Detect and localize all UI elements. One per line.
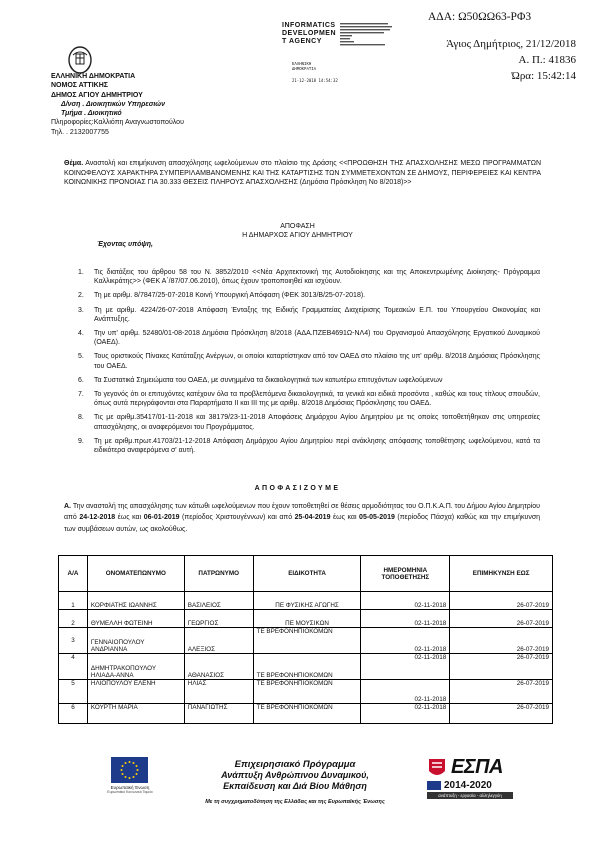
col-header-specialty: ΕΙΔΙΚΟΤΗΤΑ [253,556,361,592]
greek-emblem [64,43,96,75]
stamp-line-3: 21-12-2018 14:54:32 [292,78,338,84]
ida-logo [282,22,336,46]
emblem-icon [64,43,96,75]
col-header-father: ΠΑΤΡΩΝΥΜΟ [184,556,253,592]
subject-paragraph [64,159,541,188]
eu-logo [101,757,159,794]
list-item: 5. Τους οριστικούς Πίνακες Κατάταξης Ανέργων, οι οποίοι καταρτίστηκαν από τον ΟΑΕΔ στο πλαίσιο της υπ' αριθμ. 8/2018 Δημόσιας Πρόσκλησης του ΟΑΕΔ. [78,353,540,370]
table-row: 2 ΘΥΜΕΛΛΗ ΦΩΤΕΙΝΗ ΓΕΩΡΓΙΟΣ ΠΕ ΜΟΥΣΙΚΩΝ 02-11-2018 26-07-2019 [59,610,553,628]
logo-fineprint [340,22,410,55]
table-row: 1 ΚΟΡΦΙΑΤΗΣ ΙΩΑΝΝΗΣ ΒΑΣΙΛΕΙΟΣ ΠΕ ΦΥΣΙΚΗΣ ΑΓΩΓΗΣ 02-11-2018 26-07-2019 [59,592,553,610]
eu-name: Ευρωπαϊκή Ένωση [110,785,150,790]
cofunding-note: Με τη συγχρηματοδότηση της Ελλάδας και της Ευρωπαϊκής Ένωσης [205,799,385,805]
operational-program [175,760,415,791]
table-row: 6 ΚΟΥΡΤΗ ΜΑΡΙΑ ΠΑΝΑΓΙΩΤΗΣ ΤΕ ΒΡΕΦΟΝΗΠΙΟΚΟΜΩΝ 02-11-2018 26-07-2019 [59,704,553,724]
list-item: 3. Τη με αριθμ. 4224/26-07-2018 Απόφαση Ένταξης της Ειδικής Γραμματείας Διαχείρισης Τομεακών Ε.Π. του Υπουργείου Οικονομίας και Ανάπτυξης. [78,306,540,323]
having-considered: Έχοντας υπόψη, [97,241,153,248]
list-item: 8. Τις με αριθμ.35417/01-11-2018 και 38179/23-11-2018 Αποφάσεις Δημάρχου Αγίου Δημητρίου με τις οποίες τοποθετήθηκαν στις υπηρεσίες απασχόλησης, οι αναφερόμενοι του Προγράμματος. [78,414,540,431]
list-item: 2. Τη με αριθμ. 8/7847/25-07-2018 Κοινή Υπουργική Απόφαση (ΦΕΚ 3013/Β/25-07-2018). [78,292,366,300]
protocol-number: Α. Π.: 41836 [518,54,576,66]
issuer-republic: ΕΛΛΗΝΙΚΗ ΔΗΜΟΚΡΑΤΙΑ [51,73,136,80]
logo-word-1: INFORMATICS [282,22,336,29]
program-line-3: Εκπαίδευση και Διά Βίου Μάθηση [223,780,367,791]
eu-flag-icon [111,757,148,783]
date-protocol-block [416,36,576,84]
list-item: 1. Τις διατάξεις του άρθρου 58 του Ν. 3852/2010 <<Νέα Αρχιτεκτονική της Αυτοδιοίκησης και της Αποκεντρωμένης Διοίκησης- Πρόγραμμα Καλλικράτης>> (ΦΕΚ Α΄/87/07.06.2010), όπως έχουν τροποποιηθεί και ισχύουν. [78,269,540,286]
decision-title: ΑΠΟΦΑΣΗ [280,223,315,230]
logo-word-2: DEVELOPMEN [282,30,337,37]
issuer-directorate: Δ/νση . Διοικητικών Υπηρεσιών [61,100,166,108]
decide-heading: ΑΠΟΦΑΣΙΖΟΥΜΕ [254,485,341,492]
list-item: 6. Τα Συστατικά Σημειώματα του ΟΑΕΔ, με συνημμένα τα δικαιολογητικά των κατωτέρω επιτυχόντων ωφελούμενων [78,376,443,384]
col-header-extension: ΕΠΙΜΗΚΥΝΣΗ ΕΩΣ [450,556,553,592]
decide-label: Α. [64,503,71,510]
program-line-1: Επιχειρησιακό Πρόγραμμα [234,759,356,770]
issuer-contact: Πληροφορίες:Καλλιόπη Αναγνωστοπούλου [51,119,184,127]
decision-subtitle: Η ΔΗΜΑΡΧΟΣ ΑΓΙΟΥ ΔΗΜΗΤΡΙΟΥ [242,232,353,240]
espa-logo [427,756,527,812]
espa-emblem-icon [427,757,447,779]
table-row: 4 ΔΗΜΗΤΡΑΚΟΠΟΥΛΟΥ ΗΛΙΑΔΑ-ΑΝΝΑ ΑΘΑΝΑΣΙΟΣ ΤΕ ΒΡΕΦΟΝΗΠΙΟΚΟΜΩΝ 02-11-2018 26-07-2019 [59,654,553,680]
list-item: 7. Το γεγονός ότι οι επιτυχόντες κατέχουν όλα τα προβλεπόμενα δικαιολογητικά, τα γενικά και ειδικά προσόντα , καθώς και τους τίτλους σπουδών, όπως αυτά περιγράφονται στα Παραρτήματα ΙΙ και ΙΙΙ της με αριθμ. 8/2018 Δημόσιας Πρόσκλησης του ΟΑΕΔ. [78,391,540,408]
issuer-block [51,72,271,137]
decide-paragraph: Α. Την αναστολή της απασχόλησης των κάτωθι ωφελούμενων που έχουν τοποθετηθεί σε θέσεις αρμοδιότητας του Ο.Π.Κ.Α.Π. του Δήμου Αγίου Δημητρίου από 24-12-2018 έως και 06-01-2019 (περίοδος Χριστουγέννων) και από 25-04-2019 έως και 05-05-2019 (περίοδος Πάσχα) καθώς και την επιμήκυνση των συμβάσεων αυτών, ως ακολούθως. [64,503,541,533]
list-item: 4. Την υπ' αριθμ. 52480/01-08-2018 Δημόσια Πρόσκληση 8/2018 (ΑΔΑ.ΠΖΕΒ4691Ω-ΝΛ4) του Οργανισμού Απασχόλησης Εργατικού Δυναμικού (ΟΑΕΔ). [78,330,540,347]
subject-text: Αναστολή και επιμήκυνση απασχόλησης ωφελούμενων στο πλαίσιο της Δράσης <<ΠΡΟΩΘΗΣΗ ΤΗΣ ΑΠΑΣΧΟΛΗΣΗΣ ΜΕΣΩ ΠΡΟΓΡΑΜΜΑΤΩΝ ΚΟΙΝΩΦΕΛΟΥΣ ΧΑΡΑΚΤΗΡΑ ΣΥΜΠΕΡΙΛΑΜΒΑΝΟΜΕΝΗΣ ΚΑΙ ΤΗΣ ΚΑΤΑΡΤΙΣΗΣ ΤΩΝ ΣΥΜΜΕΤΕΧΟΝΤΩΝ ΣΕ ΔΗΜΟΥΣ, ΠΕΡΙΦΕΡΕΙΕΣ ΚΑΙ ΚΕΝΤΡΑ ΚΟΙΝΩΝΙΚΗΣ ΠΡΟΝΟΙΑΣ ΓΙΑ 30.333 ΘΕΣΕΙΣ ΠΛΗΡΟΥΣ ΑΠΑΣΧΟΛΗΣΗΣ (Δημόσια Πρόσκληση Νο 8/2018)>> [64,160,542,186]
issuer-prefecture: ΝΟΜΟΣ ΑΤΤΙΚΗΣ [51,82,108,90]
ada-code: ΑΔΑ: Ω50ΩΩ63-ΡΦ3 [428,11,532,23]
eu-fund-name: Ευρωπαϊκό Κοινωνικό Ταμείο [107,790,153,794]
issuer-department: Τμήμα . Διοικητικό [61,110,122,118]
digital-signature-stamp [292,62,367,84]
col-header-name: ΟΝΟΜΑΤΕΠΩΝΥΜΟ [87,556,184,592]
espa-wordmark: ΕΣΠΑ [451,756,503,778]
stamp-line-2: ΔΗΜΟΚΡΑΤΙΑ [292,65,317,71]
espa-years: 2014-2020 [444,780,492,791]
logo-word-3: T AGENCY [282,38,322,45]
stamp-line-1: ΕΛΛΗΝΙΚΗ [292,61,312,66]
subject-label: Θέμα. [64,160,84,167]
col-header-placement-date: ΗΜΕΡΟΜΗΝΙΑ ΤΟΠΟΘΕΤΗΣΗΣ [361,556,450,592]
espa-slogan: ανάπτυξη - εργασία - αλληλεγγύη [427,792,513,799]
considerations-list [78,268,540,460]
table-header-row [59,556,553,592]
beneficiaries-table [58,555,553,724]
issuer-municipality: ΔΗΜΟΣ ΑΓΙΟΥ ΔΗΜΗΤΡΙΟΥ [51,91,143,99]
col-header-aa: Α/Α [59,556,88,592]
program-line-2: Ανάπτυξη Ανθρώπινου Δυναμικού, [221,770,369,781]
issue-time: Ώρα: 15:42:14 [511,70,576,82]
table-row: 3 ΓΕΝΝΑΙΟΠΟΥΛΟΥ ΑΝΔΡΙΑΝΝΑ ΑΛΕΞΙΟΣ ΤΕ ΒΡΕΦΟΝΗΠΙΟΚΟΜΩΝ 02-11-2018 26-07-2019 [59,628,553,654]
table-row: 5 ΗΛΙΟΠΟΥΛΟΥ ΕΛΕΝΗ ΗΛΙΑΣ ΤΕ ΒΡΕΦΟΝΗΠΙΟΚΟΜΩΝ 02-11-2018 26-07-2019 [59,680,553,704]
place-date: Άγιος Δημήτριος, 21/12/2018 [446,38,576,50]
list-item: 9. Τη με αριθμ.πρωτ.41703/21-12-2018 Απόφαση Δημάρχου Αγίου Δημητρίου περί ανάκλησης απόφασης τοποθέτησης ωφελούμενου, κατά τα ειδικότερα αναφερόμενα σ' αυτή. [78,437,540,455]
decision-heading [0,222,595,241]
eu-mini-flag-icon [427,781,441,790]
issuer-phone: Τηλ. . 2132007755 [51,128,109,136]
